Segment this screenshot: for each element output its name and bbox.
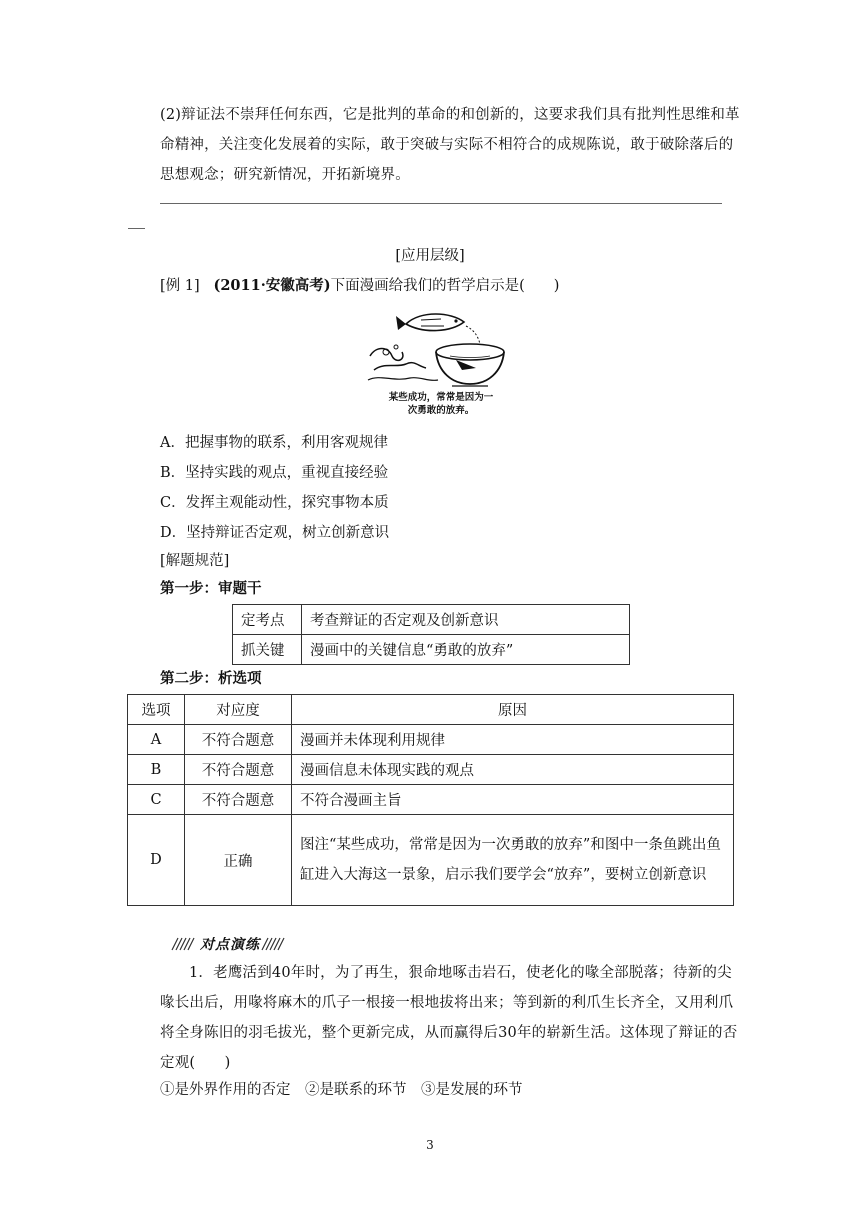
fit-cell: 不符合题意 [185,755,292,785]
fish-icon [396,314,480,344]
option-b: B．坚持实践的观点，重视直接经验 [160,465,389,481]
fish-bowl-icon [436,344,504,386]
table-row [233,605,630,635]
option-cell: B [128,755,185,785]
fit-cell: 不符合题意 [185,785,292,815]
step1-value: 考查辩证的否定观及创新意识 [302,605,630,635]
option-d: D．坚持辩证否定观，树立创新意识 [160,525,390,541]
example-heading [160,274,559,295]
step1-value: 漫画中的关键信息“勇敢的放弃” [302,635,630,665]
table-row [128,815,734,906]
example-question: 下面漫画给我们的哲学启示是( ) [330,278,560,294]
column-header: 原因 [292,695,734,725]
waves-icon [368,345,438,380]
reason-cell: 漫画信息未体现实践的观点 [292,755,734,785]
option-a: A．把握事物的联系，利用客观规律 [160,435,388,451]
reason-cell: 漫画并未体现利用规律 [292,725,734,755]
table-row [128,725,734,755]
option-cell: C [128,785,185,815]
step1-key: 定考点 [233,605,302,635]
fish-jumping-cartoon [366,300,516,420]
option-cell: A [128,725,185,755]
solution-label: [解题规范] [160,553,230,569]
divider-line [160,203,722,204]
practice-banner-label: 对点演练 [200,937,260,953]
section-title: [应用层级] [395,248,465,264]
column-header: 选项 [128,695,185,725]
example-tag: [例 1] [160,278,200,294]
step1-key: 抓关键 [233,635,302,665]
cartoon-caption-line2: 次勇敢的放弃。 [407,405,475,416]
option-c: C．发挥主观能动性，探究事物本质 [160,495,389,511]
step2-table [127,694,734,906]
step1-title: 第一步：审题干 [160,580,262,597]
question1-choices: ①是外界作用的否定 ②是联系的环节 ③是发展的环节 [160,1082,523,1098]
table-row [128,785,734,815]
table-header-row [128,695,734,725]
column-header: 对应度 [185,695,292,725]
question1-text: 1．老鹰活到40年时，为了再生，狠命地啄击岩石，使老化的喙全部脱落；待新的尖喙长出后，用喙将麻木的爪子一根接一根地拔将出来；等到新的利爪生长齐全，又用利爪将全身陈旧的羽毛拔光，整个更新完成，从而赢得后30年的崭新生活。这体现了辩证的否定观( ) [160,965,738,1071]
step1-table [232,604,630,665]
intro-paragraph: (2)辩证法不崇拜任何东西，它是批判的革命的和创新的，这要求我们具有批判性思维和革命精神，关注变化发展着的实际，敢于突破与实际不相符合的成规陈说，敢于破除落后的思想观念；研究新情况，开拓新境界。 [160,107,740,183]
reason-cell: 不符合漫画主旨 [292,785,734,815]
divider-dash [128,228,145,229]
step2-title: 第二步：析选项 [160,670,262,687]
fit-cell: 正确 [185,815,292,906]
cartoon-caption-line1: 某些成功，常常是因为一 [388,392,494,403]
reason-cell: 图注“某些成功，常常是因为一次勇敢的放弃”和图中一条鱼跳出鱼缸进入大海这一景象，启示我们要学会“放弃”，要树立创新意识 [292,815,734,906]
table-row [233,635,630,665]
table-row [128,755,734,785]
option-cell: D [128,815,185,906]
example-source: (2011·安徽高考) [213,277,331,294]
page-number: 3 [426,1138,434,1152]
fit-cell: 不符合题意 [185,725,292,755]
